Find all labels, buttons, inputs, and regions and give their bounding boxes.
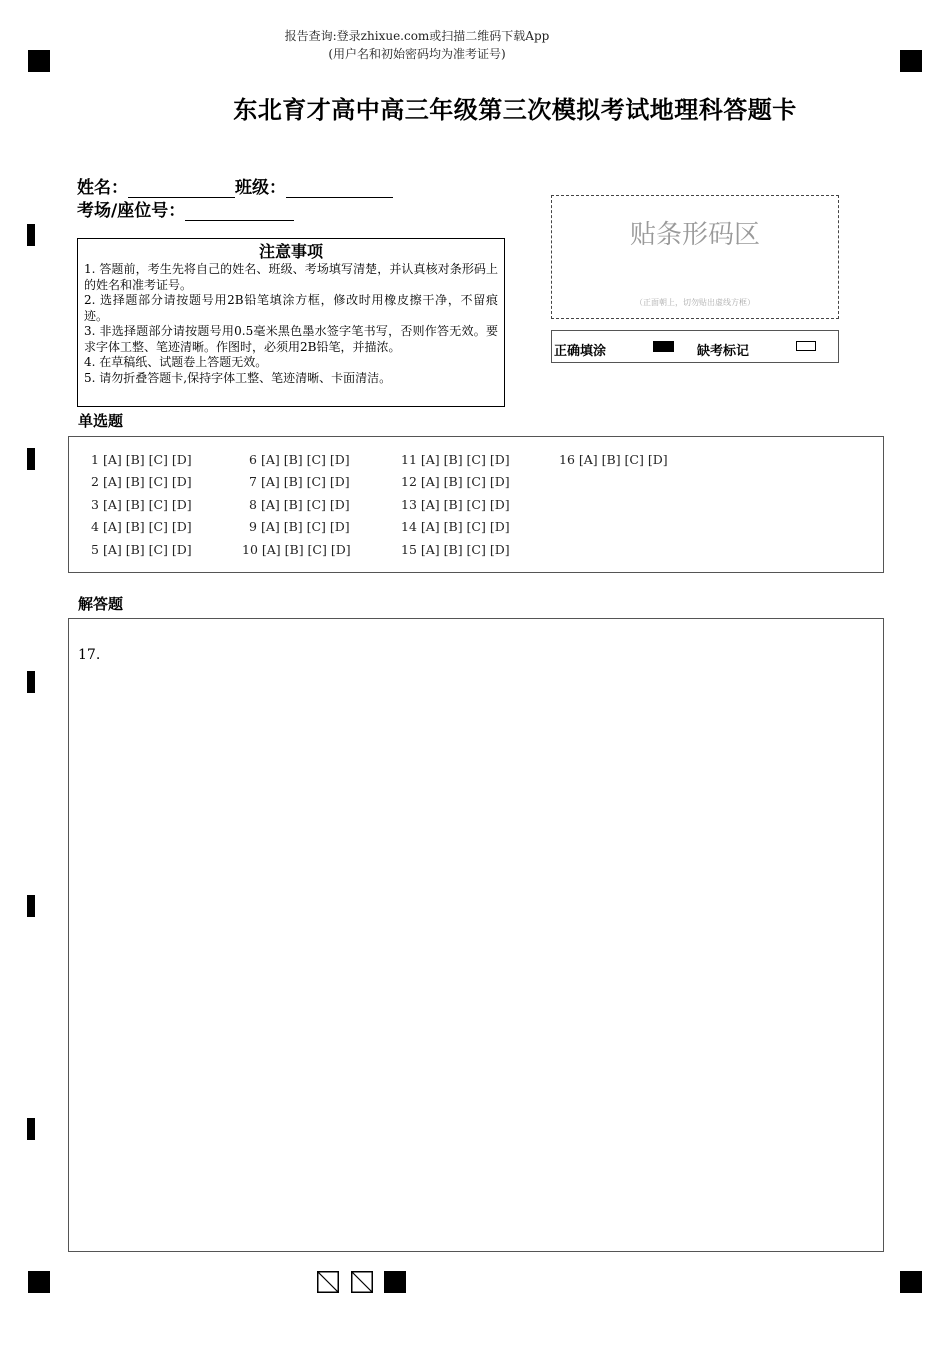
registration-mark-bottom-left <box>28 1271 50 1293</box>
question-number: 12 <box>401 474 417 489</box>
notice-box <box>77 238 505 407</box>
page-mark-hatched <box>317 1271 339 1293</box>
seat-field[interactable] <box>77 196 294 221</box>
question-options[interactable]: [A] [B] [C] [D] <box>260 474 350 489</box>
timing-mark <box>27 224 35 246</box>
question-number: 13 <box>401 497 417 512</box>
answer-box-17[interactable] <box>68 618 884 1252</box>
question-number: 14 <box>401 519 417 534</box>
question-options[interactable]: [A] [B] [C] [D] <box>260 497 350 512</box>
report-query-notice: 报告查询:登录zhixue.com或扫描二维码下载App <box>284 29 550 43</box>
seat-line[interactable] <box>185 204 294 221</box>
question-options[interactable]: [A] [B] [C] [D] <box>420 542 510 557</box>
timing-mark <box>27 671 35 693</box>
login-hint: (用户名和初始密码均为准考证号) <box>328 47 506 61</box>
question-number: 1 <box>91 452 99 467</box>
fill-legend <box>551 330 839 363</box>
question-number: 9 <box>249 519 257 534</box>
question-1[interactable] <box>91 452 192 467</box>
name-label: 姓名： <box>77 178 128 198</box>
question-number: 16 <box>559 452 575 467</box>
correct-fill-label: 正确填涂 <box>554 344 607 359</box>
question-4[interactable] <box>91 519 192 534</box>
notice-item: 1. 答题前，考生先将自己的姓名、班级、考场填写清楚，并认真核对条形码上的姓名和准考证号。 <box>84 262 498 292</box>
question-options[interactable]: [A] [B] [C] [D] <box>102 474 192 489</box>
registration-mark-top-right <box>900 50 922 72</box>
question-number: 3 <box>91 497 99 512</box>
notice-item: 3. 非选择题部分请按题号用0.5毫米黑色墨水签字笔书写，否则作答无效。要求字体工整、笔迹清晰。作图时，必须用2B铅笔，并描浓。 <box>84 324 498 354</box>
question-12[interactable] <box>401 474 510 489</box>
question-options[interactable]: [A] [B] [C] [D] <box>260 452 350 467</box>
question-options[interactable]: [A] [B] [C] [D] <box>102 542 192 557</box>
question-options[interactable]: [A] [B] [C] [D] <box>420 452 510 467</box>
absent-mark-box[interactable] <box>796 341 816 351</box>
timing-mark <box>27 1118 35 1140</box>
class-line[interactable] <box>286 181 393 198</box>
question-number: 15 <box>401 542 417 557</box>
question-number: 8 <box>249 497 257 512</box>
question-number: 11 <box>401 452 417 467</box>
question-15[interactable] <box>401 542 510 557</box>
question-number: 6 <box>249 452 257 467</box>
question-2[interactable] <box>91 474 192 489</box>
question-options[interactable]: [A] [B] [C] [D] <box>578 452 668 467</box>
answer-section-label: 解答题 <box>78 595 124 613</box>
question-options[interactable]: [A] [B] [C] [D] <box>420 519 510 534</box>
question-options[interactable]: [A] [B] [C] [D] <box>102 452 192 467</box>
timing-mark <box>27 895 35 917</box>
question-options[interactable]: [A] [B] [C] [D] <box>420 474 510 489</box>
notice-item: 5. 请勿折叠答题卡,保持字体工整、笔迹清晰、卡面清洁。 <box>84 370 392 385</box>
single-choice-label: 单选题 <box>78 412 124 430</box>
barcode-title: 贴条形码区 <box>629 220 760 250</box>
question-options[interactable]: [A] [B] [C] [D] <box>420 497 510 512</box>
page-mark-solid <box>384 1271 406 1293</box>
question-options[interactable]: [A] [B] [C] [D] <box>102 497 192 512</box>
name-field[interactable] <box>77 173 393 198</box>
question-11[interactable] <box>401 452 510 467</box>
seat-label: 考场/座位号： <box>77 201 186 221</box>
registration-mark-bottom-right <box>900 1271 922 1293</box>
question-8[interactable] <box>249 497 350 512</box>
question-7[interactable] <box>249 474 350 489</box>
question-16[interactable] <box>559 452 668 467</box>
notice-heading: 注意事项 <box>258 242 323 261</box>
notice-item: 4. 在草稿纸、试题卷上答题无效。 <box>84 355 268 369</box>
question-5[interactable] <box>91 542 192 557</box>
notice-item: 2. 选择题部分请按题号用2B铅笔填涂方框，修改时用橡皮擦干净，不留痕迹。 <box>84 293 498 323</box>
question-options[interactable]: [A] [B] [C] [D] <box>261 542 351 557</box>
question-number: 5 <box>91 542 99 557</box>
question-13[interactable] <box>401 497 510 512</box>
question-number: 4 <box>91 519 99 534</box>
single-choice-box <box>68 436 884 573</box>
question-9[interactable] <box>249 519 350 534</box>
question-17-number: 17. <box>78 647 101 663</box>
question-number: 2 <box>91 474 99 489</box>
question-6[interactable] <box>249 452 350 467</box>
barcode-subtitle: （正面朝上，切勿贴出虚线方框） <box>635 298 755 307</box>
page-title: 东北育才高中高三年级第三次模拟考试地理科答题卡 <box>233 96 797 124</box>
barcode-area <box>551 195 839 319</box>
question-options[interactable]: [A] [B] [C] [D] <box>102 519 192 534</box>
correct-fill-sample <box>653 341 674 352</box>
question-14[interactable] <box>401 519 510 534</box>
question-10[interactable] <box>242 542 351 557</box>
question-number: 10 <box>242 542 258 557</box>
question-options[interactable]: [A] [B] [C] [D] <box>260 519 350 534</box>
absent-mark-label: 缺考标记 <box>697 344 750 359</box>
class-label: 班级： <box>235 178 286 198</box>
question-3[interactable] <box>91 497 192 512</box>
page-mark-hatched <box>351 1271 373 1293</box>
question-number: 7 <box>249 474 257 489</box>
timing-mark <box>27 448 35 470</box>
